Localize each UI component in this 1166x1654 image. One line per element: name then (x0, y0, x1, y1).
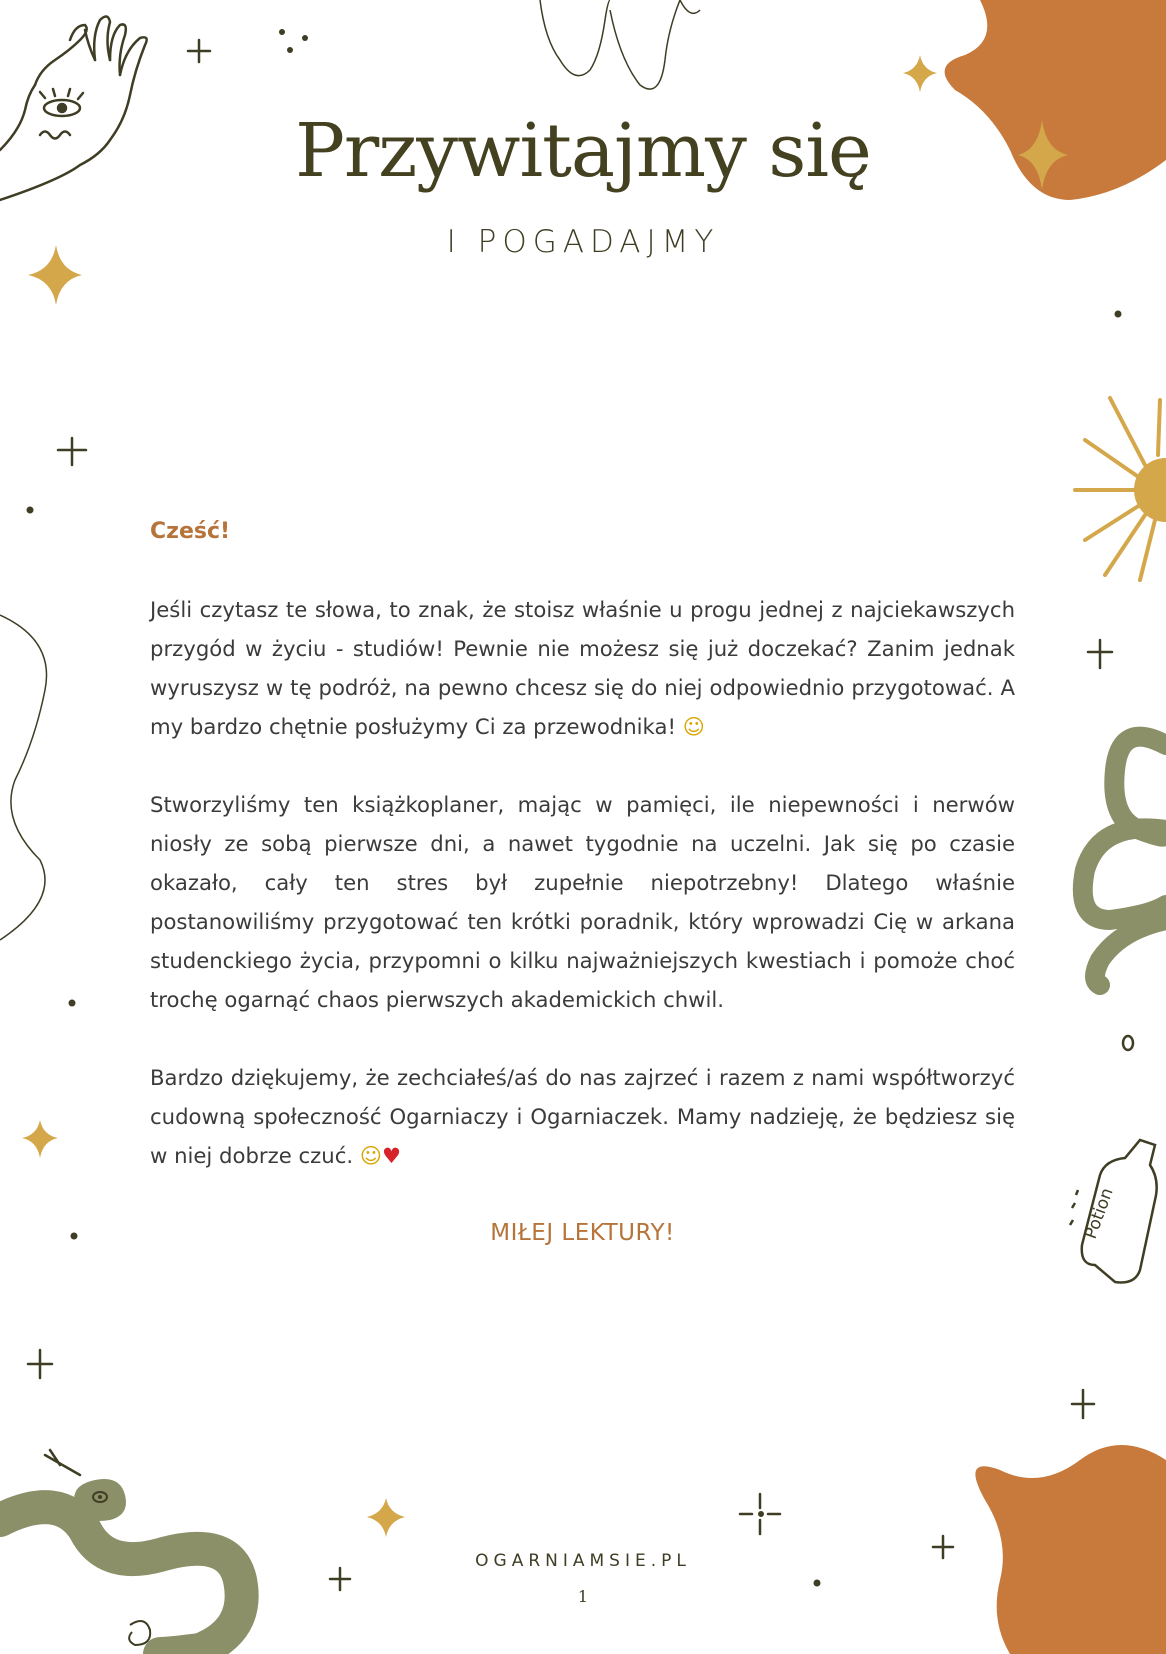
grin-emoji-icon: ☺ (359, 1143, 382, 1168)
page-number: 1 (577, 1587, 589, 1606)
wave-line-left (0, 615, 47, 940)
snake-icon-right (1083, 737, 1166, 985)
closing-line: MIŁEJ LEKTURY! (490, 1220, 675, 1246)
small-loop (1123, 1036, 1133, 1050)
letter-body (150, 512, 1015, 1253)
heart-icon: ♥ (381, 1143, 401, 1168)
grin-emoji-icon: ☺ (682, 714, 705, 739)
greeting: Cześć! (150, 519, 231, 544)
sun-icon (1075, 398, 1166, 580)
wavy-lines-top (540, 0, 700, 89)
footer-website: OGARNIAMSIE.PL (475, 1551, 691, 1571)
page-title: Przywitajmy się (295, 108, 871, 194)
paragraph-2: Stworzyliśmy ten książkoplaner, mając w pamięci, ile niepewności i nerwów niosły ze sobą pierwsze dni, a nawet tygodnie na uczelni. Jak się po czasie okazało, cały ten stres był zupełnie niepotrzebny! Dlatego właśnie postanowiliśmy przygotować ten krótki poradnik, który wprowadzi Cię w arkana studenckiego życia, przypomni o kilku najważniejszych kwestiach i pomoże choć trochę ogarnąć chaos pierwszych akademickich chwil. (150, 792, 1015, 1012)
potion-bottle-icon (1070, 1140, 1157, 1283)
paragraph-1-text: Jeśli czytasz te słowa, to znak, że stoisz właśnie u progu jednej z najciekawszych przygód w życiu - studiów! Pewnie nie możesz się już doczekać? Zanim jednak wyruszysz w tę podróż, na pewno chcesz się do niej odpowiednio przygotować. A my bardzo chętnie posłużymy Ci za przewodnika! (150, 597, 1015, 739)
orange-blob-bottom-right (975, 1445, 1166, 1654)
page-subtitle: I POGADAJMY (446, 224, 720, 260)
paragraph-1 (150, 590, 1015, 746)
svg-text:Potion: Potion (1080, 1185, 1118, 1242)
paragraph-3 (150, 1058, 1015, 1175)
paragraph-3-text: Bardzo dziękujemy, że zechciałeś/aś do nas zajrzeć i razem z nami współtworzyć cudowną społeczność Ogarniaczy i Ogarniaczek. Mamy nadzieję, że będziesz się w niej dobrze czuć. (150, 1065, 1015, 1168)
